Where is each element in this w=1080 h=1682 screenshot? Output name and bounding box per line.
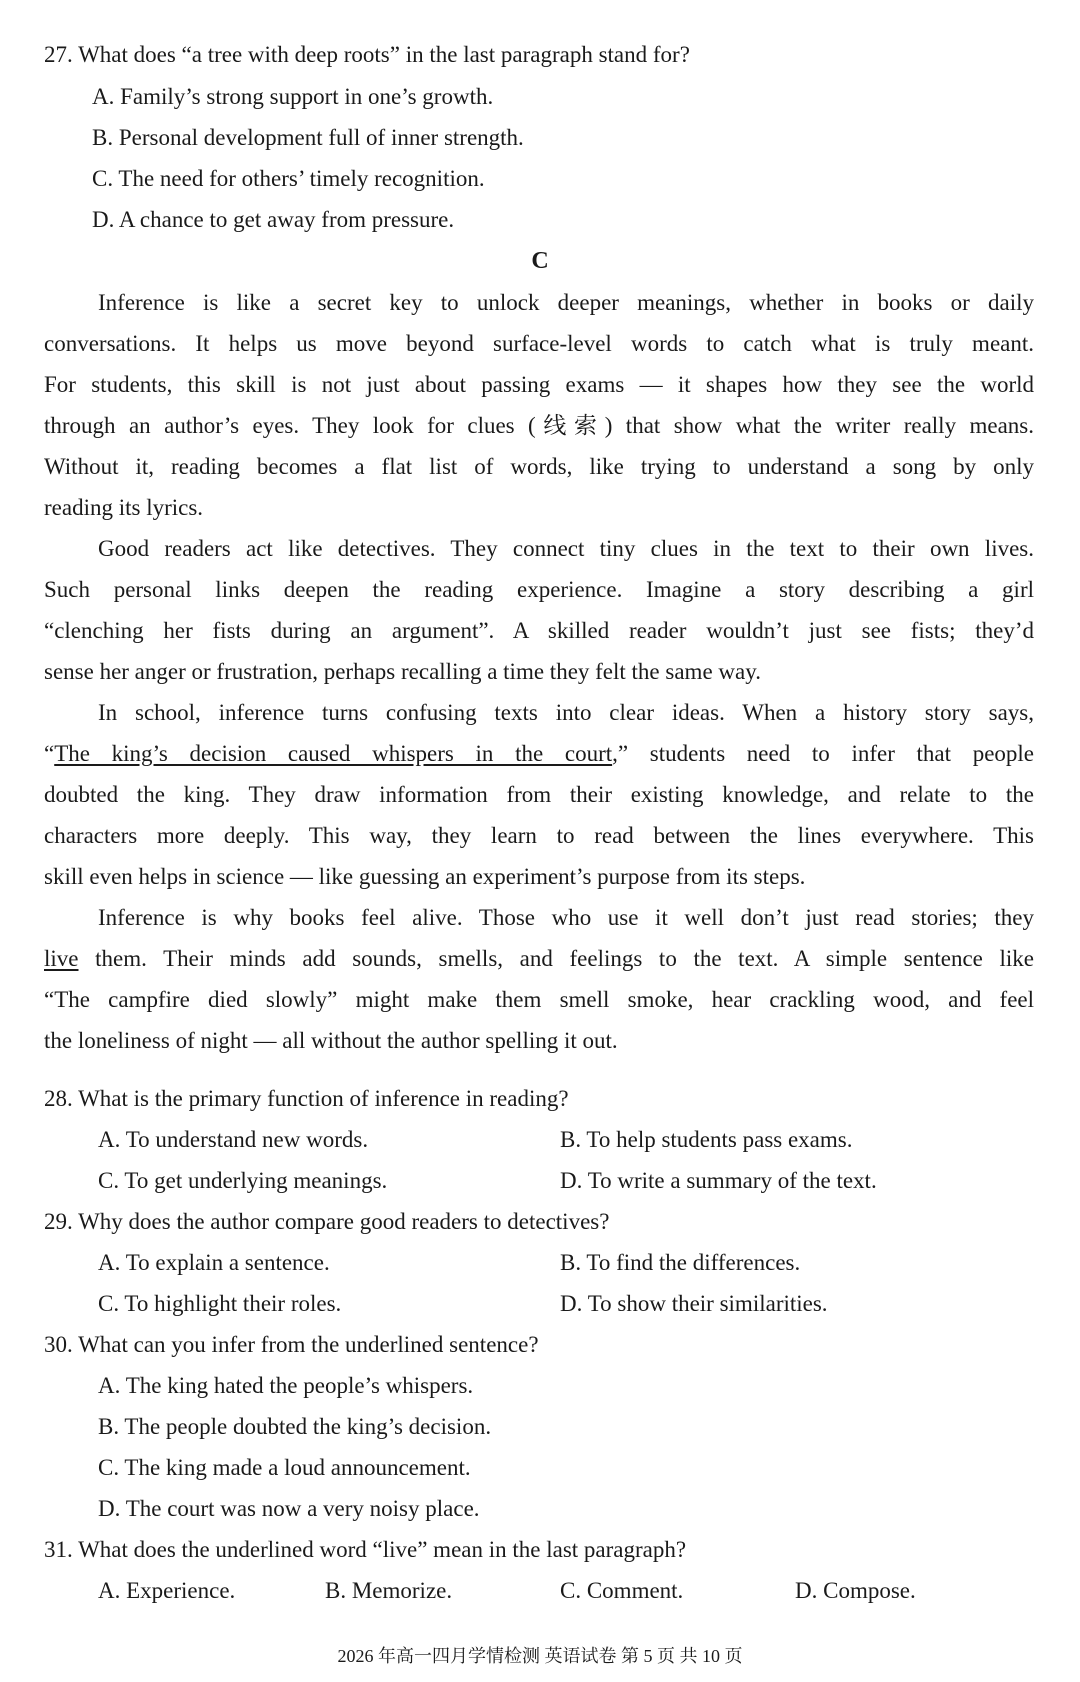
- q30-stem: 30. What can you infer from the underlined sentence?: [44, 1332, 539, 1357]
- q27-option-d: D. A chance to get away from pressure.: [92, 207, 455, 232]
- q29-stem: 29. Why does the author compare good readers to detectives?: [44, 1209, 610, 1234]
- q30-option-c: C. The king made a loud announcement.: [98, 1455, 471, 1480]
- q27-option-b: B. Personal development full of inner strength.: [92, 125, 524, 150]
- q28-stem: 28. What is the primary function of inference in reading?: [44, 1086, 569, 1111]
- q31-option-b: B. Memorize.: [325, 1578, 453, 1603]
- q31-option-c: C. Comment.: [560, 1578, 684, 1603]
- q31-option-a: A. Experience.: [98, 1578, 236, 1603]
- passage-line: Good readers act like detectives. They connect tiny clues in the text to their own lives.: [98, 536, 1034, 561]
- passage-line-underlined-word: [44, 944, 1034, 974]
- passage-line: doubted the king. They draw information from their existing knowledge, and relate to the: [44, 782, 1034, 807]
- q27-option-a: A. Family’s strong support in one’s growth.: [92, 84, 494, 109]
- passage-line: In school, inference turns confusing texts into clear ideas. When a history story says,: [98, 700, 1034, 725]
- q27-option-c: C. The need for others’ timely recognition.: [92, 166, 485, 191]
- passage-line-underlined-sentence: [44, 739, 1034, 769]
- q28-option-b: B. To help students pass exams.: [560, 1127, 853, 1152]
- section-letter: C: [531, 248, 549, 274]
- q28-option-d: D. To write a summary of the text.: [560, 1168, 877, 1193]
- passage-line: reading its lyrics.: [44, 495, 204, 520]
- passage-line: Inference is why books feel alive. Those who use it well don’t just read stories; they: [98, 905, 1034, 930]
- page-footer: 2026 年高一四月学情检测 英语试卷 第 5 页 共 10 页: [337, 1646, 743, 1666]
- passage-line: Without it, reading becomes a flat list of words, like trying to understand a song by only: [44, 454, 1034, 479]
- passage-line: “clenching her fists during an argument”. A skilled reader wouldn’t just see fists; they’d: [44, 618, 1034, 643]
- q29-option-c: C. To highlight their roles.: [98, 1291, 342, 1316]
- underlined-sentence: The king’s decision caused whispers in the court: [54, 741, 613, 766]
- underlined-word: live: [44, 946, 79, 971]
- passage-line: skill even helps in science — like guessing an experiment’s purpose from its steps.: [44, 864, 806, 889]
- passage-line: For students, this skill is not just about passing exams — it shapes how they see the world: [44, 372, 1034, 397]
- passage-line: through an author’s eyes. They look for clues (线索) that show what the writer really means.: [44, 413, 1034, 438]
- live-line-rest: them. Their minds add sounds, smells, and feelings to the text. A simple sentence like: [78, 946, 1034, 971]
- q28-option-a: A. To understand new words.: [98, 1127, 369, 1152]
- passage-line: Such personal links deepen the reading experience. Imagine a story describing a girl: [44, 577, 1034, 602]
- passage-line: sense her anger or frustration, perhaps recalling a time they felt the same way.: [44, 659, 761, 684]
- passage-line: characters more deeply. This way, they learn to read between the lines everywhere. This: [44, 823, 1034, 848]
- q31-option-d: D. Compose.: [795, 1578, 916, 1603]
- q31-stem: 31. What does the underlined word “live” mean in the last paragraph?: [44, 1537, 687, 1562]
- passage-line: conversations. It helps us move beyond surface-level words to catch what is truly meant.: [44, 331, 1034, 356]
- q29-option-a: A. To explain a sentence.: [98, 1250, 330, 1275]
- q29-option-d: D. To show their similarities.: [560, 1291, 828, 1316]
- open-quote: “: [44, 741, 55, 766]
- q30-option-b: B. The people doubted the king’s decision.: [98, 1414, 492, 1439]
- q28-option-c: C. To get underlying meanings.: [98, 1168, 388, 1193]
- q29-option-b: B. To find the differences.: [560, 1250, 801, 1275]
- passage-line: the loneliness of night — all without the author spelling it out.: [44, 1028, 618, 1053]
- passage-line: Inference is like a secret key to unlock deeper meanings, whether in books or daily: [98, 290, 1034, 315]
- q30-option-d: D. The court was now a very noisy place.: [98, 1496, 480, 1521]
- after-underlined-text: ,” students need to infer that people: [612, 741, 1034, 766]
- q30-option-a: A. The king hated the people’s whispers.: [98, 1373, 474, 1398]
- q27-stem: 27. What does “a tree with deep roots” in the last paragraph stand for?: [44, 42, 690, 67]
- passage-line: “The campfire died slowly” might make them smell smoke, hear crackling wood, and feel: [44, 987, 1034, 1012]
